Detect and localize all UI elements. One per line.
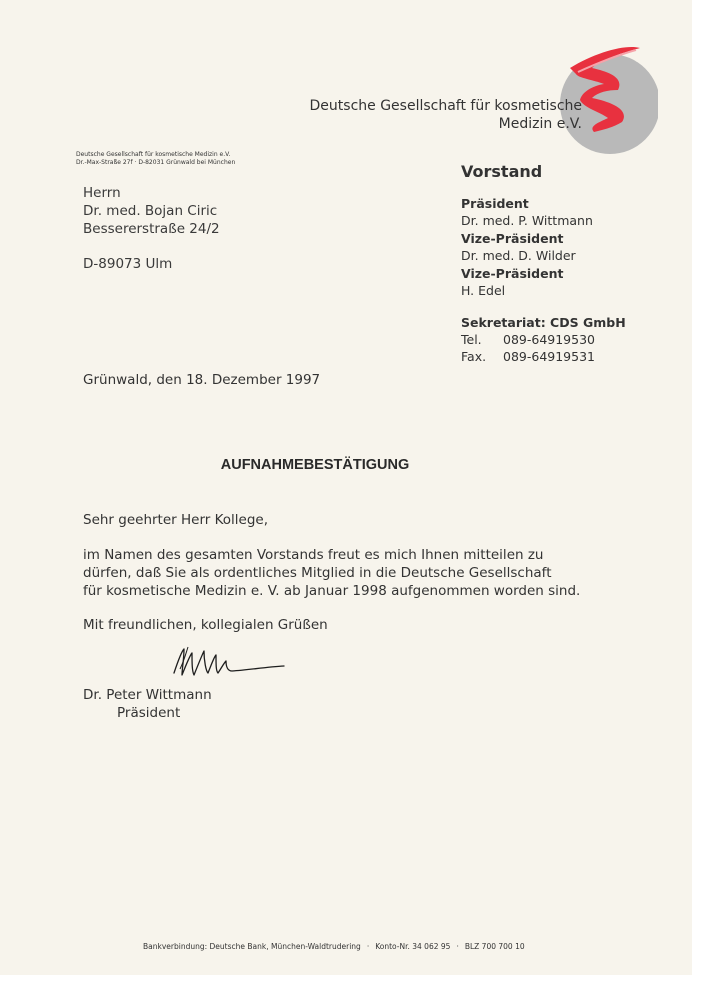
recipient-name: Dr. med. Bojan Ciric xyxy=(83,203,218,219)
signer-name: Dr. Peter Wittmann xyxy=(83,687,212,703)
signer-block xyxy=(83,686,212,722)
secretariat-fax xyxy=(461,348,626,365)
footer-separator: · xyxy=(366,942,370,951)
board-role-vice-president-1: Vize-Präsident xyxy=(461,231,564,246)
organization-name-line1: Deutsche Gesellschaft für kosmetische xyxy=(309,98,582,114)
handwritten-signature xyxy=(170,643,288,683)
letter-body xyxy=(83,546,603,600)
return-address-line1: Deutsche Gesellschaft für kosmetische Medizin e.V. xyxy=(76,151,231,158)
board-member-vice-president-2: H. Edel xyxy=(461,283,506,298)
recipient-address xyxy=(83,184,220,273)
fax-number: 089-64919531 xyxy=(503,349,595,364)
footer-account: Konto-Nr. 34 062 95 xyxy=(375,942,451,951)
organization-name-line2: Medizin e.V. xyxy=(498,116,582,132)
scan-edge-bottom xyxy=(0,975,692,985)
fax-label: Fax. xyxy=(461,349,487,364)
letter-subject: AUFNAHMEBESTÄTIGUNG xyxy=(220,457,410,473)
letter-date: Grünwald, den 18. Dezember 1997 xyxy=(83,372,321,388)
letter-body-line: dürfen, daß Sie als ordentliches Mitglied in die Deutsche Gesellschaft xyxy=(83,565,552,581)
footer-blz: BLZ 700 700 10 xyxy=(464,942,525,951)
board-role-president: Präsident xyxy=(461,196,529,211)
letter-body-line: für kosmetische Medizin e. V. ab Januar 1998 aufgenommen worden sind. xyxy=(83,583,581,599)
recipient-salutation: Herrn xyxy=(83,185,121,201)
footer-separator: · xyxy=(456,942,459,951)
board-sidebar xyxy=(461,162,626,365)
board-title: Vorstand xyxy=(461,162,543,181)
recipient-city: D-89073 Ulm xyxy=(83,256,173,272)
phone-number: 089-64919530 xyxy=(503,332,595,347)
secretariat-phone xyxy=(461,331,626,348)
scan-edge-right xyxy=(692,0,710,985)
bank-footer xyxy=(143,942,525,951)
return-address xyxy=(76,151,235,167)
phone-label: Tel. xyxy=(461,332,482,347)
board-member-president: Dr. med. P. Wittmann xyxy=(461,213,593,228)
letter-body-line: im Namen des gesamten Vorstands freut es mich Ihnen mitteilen zu xyxy=(83,547,544,563)
board-role-vice-president-2: Vize-Präsident xyxy=(461,266,564,281)
secretariat-title: Sekretariat: CDS GmbH xyxy=(461,315,626,330)
signer-title: Präsident xyxy=(117,705,181,721)
board-member-vice-president-1: Dr. med. D. Wilder xyxy=(461,248,576,263)
organization-name xyxy=(300,97,582,133)
return-address-line2: Dr.-Max-Straße 27f · D-82031 Grünwald bei München xyxy=(76,159,236,166)
recipient-street: Bessererstraße 24/2 xyxy=(83,221,220,237)
footer-bank: Bankverbindung: Deutsche Bank, München-Waldtrudering xyxy=(143,942,361,951)
letter-closing: Mit freundlichen, kollegialen Grüßen xyxy=(83,617,328,633)
letter-salutation: Sehr geehrter Herr Kollege, xyxy=(83,512,269,528)
